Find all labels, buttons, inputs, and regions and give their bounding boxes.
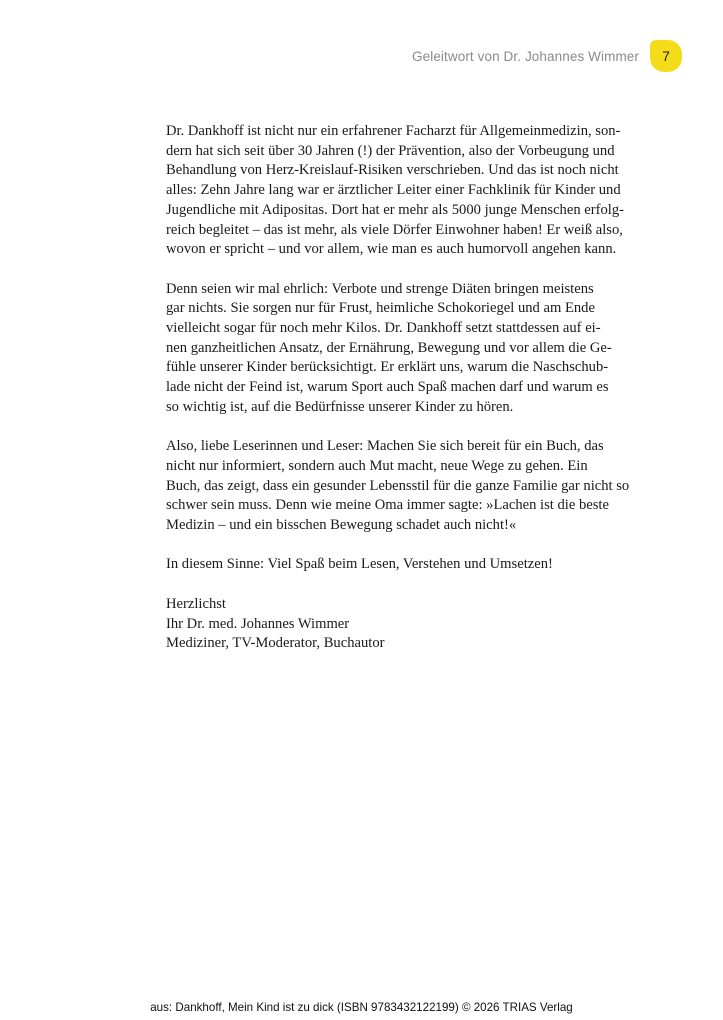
paragraph-1: Dr. Dankhoff ist nicht nur ein erfahrener Facharzt für Allgemeinmedizin, son- dern hat sich seit über 30 Jahren (!) der Prävention, also der Vorbeugung und Behandlung von Herz-Kreislauf-Risiken verschrieben. Und das ist noch nicht alles: Zehn Jahre lang war er ärztlicher Leiter einer Fachklinik für Kinder und Jugendliche mit Adipositas. Dort hat er mehr als 5000 junge Menschen erfolg- reich begleitet – das ist mehr, als viele Dörfer Einwohner haben! Er weiß also, wovon er spricht – und vor allem, wie man es auch humorvoll angehen kann. bbox=[166, 123, 624, 258]
page-number-badge: 7 bbox=[650, 40, 682, 72]
running-head-title: Geleitwort von Dr. Johannes Wimmer bbox=[412, 49, 639, 64]
main-text bbox=[166, 122, 646, 674]
signature-block: Herzlichst Ihr Dr. med. Johannes Wimmer Mediziner, TV-Moderator, Buchautor bbox=[166, 595, 385, 652]
paragraph-3: Also, liebe Leserinnen und Leser: Machen Sie sich bereit für ein Buch, das nicht nur informiert, sondern auch Mut macht, neue Wege zu gehen. Ein Buch, das zeigt, dass ein gesunder Lebensstil für die ganze Familie gar nicht so schwer sein muss. Denn wie meine Oma immer sagte: »Lachen ist die beste Medizin – und ein bisschen Bewegung schadet auch nicht!« bbox=[166, 438, 630, 534]
paragraph-4: In diesem Sinne: Viel Spaß beim Lesen, Verstehen und Umsetzen! bbox=[166, 556, 553, 573]
paragraph-2: Denn seien wir mal ehrlich: Verbote und strenge Diäten bringen meistens gar nichts. Sie sorgen nur für Frust, heimliche Schokoriegel und am Ende vielleicht sogar für noch mehr Kilos. Dr. Dankhoff setzt stattdessen auf ei- nen ganzheitlichen Ansatz, der Ernährung, Bewegung und vor allem die Ge- fühle unserer Kinder berücksichtigt. Er erklärt uns, warum die Naschschub- lade nicht der Feind ist, warum Sport auch Spaß machen darf und warum es so wichtig ist, auf die Bedürfnisse unserer Kinder zu hören. bbox=[166, 280, 612, 415]
footer-citation: aus: Dankhoff, Mein Kind ist zu dick (ISBN 9783432122199) © 2026 TRIAS Verlag bbox=[150, 1001, 573, 1014]
